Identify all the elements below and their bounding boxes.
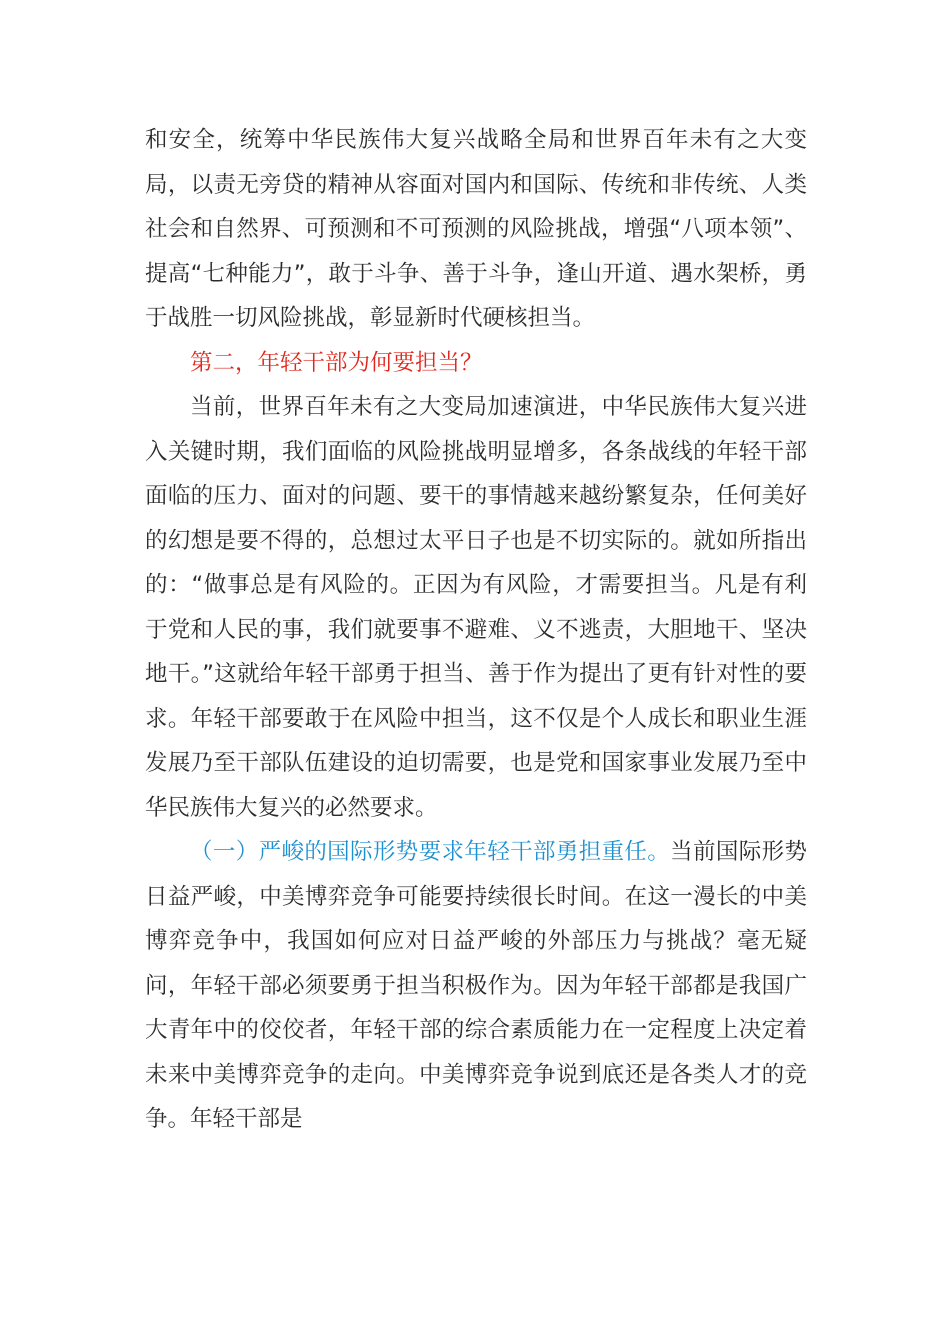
sub-heading: （一）严峻的国际形势要求年轻干部勇担重任。	[190, 839, 671, 865]
paragraph-3-body: 当前国际形势日益严峻，中美博弈竞争可能要持续很长时间。在这一漫长的中美博弈竞争中，我国如何应对日益严峻的外部压力与挑战？毫无疑问，年轻干部必须要勇于担当积极作为。因为年轻干部都是我国广大青年中的佼佼者，年轻干部的综合素质能力在一定程度上决定着未来中美博弈竞争的走向。中美博弈竞争说到底还是各类人才的竞争。年轻干部是	[145, 839, 807, 1132]
paragraph-3	[145, 830, 807, 1142]
document-body	[145, 118, 807, 1142]
paragraph-2: 当前，世界百年未有之大变局加速演进，中华民族伟大复兴进入关键时期，我们面临的风险挑战明显增多，各条战线的年轻干部面临的压力、面对的问题、要干的事情越来越纷繁复杂，任何美好的幻想是要不得的，总想过太平日子也是不切实际的。就如所指出的：“做事总是有风险的。正因为有风险，才需要担当。凡是有利于党和人民的事，我们就要事不避难、义不逃责，大胆地干、坚决地干。”这就给年轻干部勇于担当、善于作为提出了更有针对性的要求。年轻干部要敢于在风险中担当，这不仅是个人成长和职业生涯发展乃至干部队伍建设的迫切需要，也是党和国家事业发展乃至中华民族伟大复兴的必然要求。	[145, 394, 807, 821]
paragraph-continued: 和安全，统筹中华民族伟大复兴战略全局和世界百年未有之大变局，以责无旁贷的精神从容面对国内和国际、传统和非传统、人类社会和自然界、可预测和不可预测的风险挑战，增强“八项本领”、提高“七种能力”，敢于斗争、善于斗争，逢山开道、遇水架桥，勇于战胜一切风险挑战，彰显新时代硬核担当。	[145, 127, 807, 331]
section-heading: 第二，年轻干部为何要担当？	[190, 349, 483, 376]
